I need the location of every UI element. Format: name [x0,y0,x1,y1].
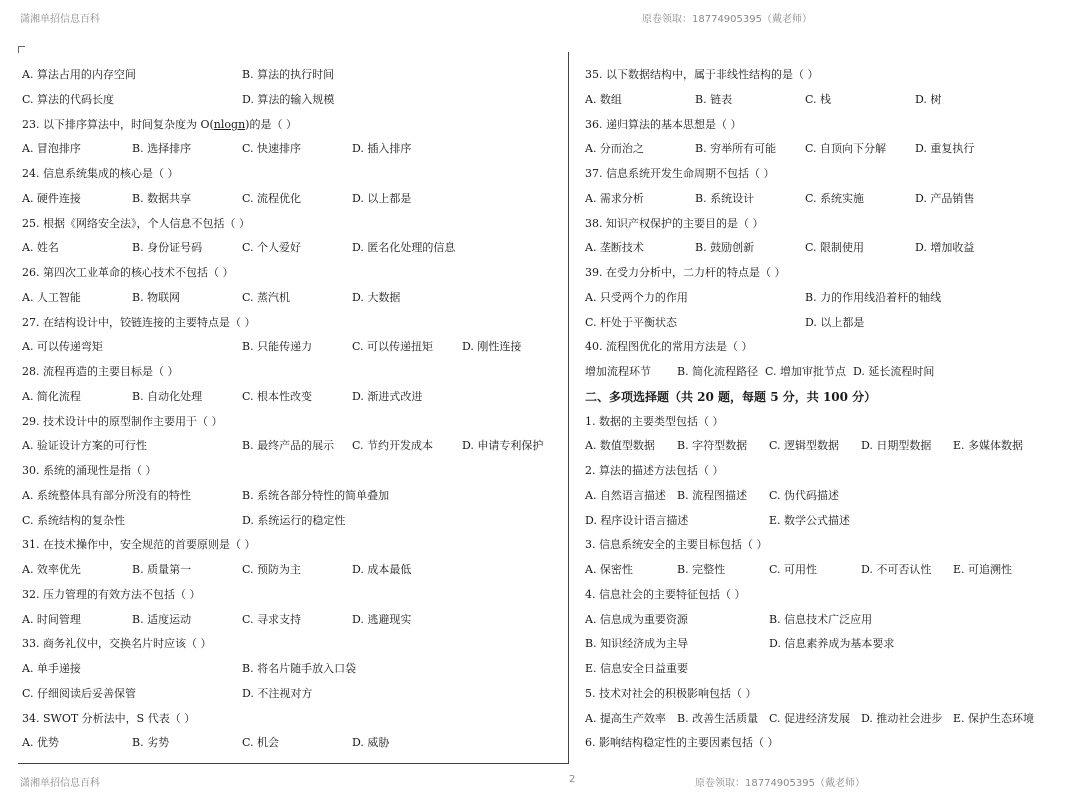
text-line [585,88,1055,113]
text-line [585,162,1055,187]
text-line [585,113,1055,138]
text-line [585,657,1055,682]
option-text: C. 自顶向下分解 [805,142,887,156]
option-text: B. 将名片随手放入口袋 [242,662,357,675]
text-line [22,162,562,187]
question-text: 38. 知识产权保护的主要目的是（ ） [585,216,764,230]
option-text: C. 杆处于平衡状态 [585,315,678,329]
option-text: A. 冒泡排序 [22,142,81,156]
question-text: 27. 在结构设计中，铰链连接的主要特点是（ ） [22,315,256,329]
text-line [585,533,1055,558]
question-text: 6. 影响结构稳定性的主要因素包括（ ） [585,736,779,750]
text-line [585,459,1055,484]
option-text: D. 增加收益 [915,241,975,255]
question-text: 26. 第四次工业革命的核心技术不包括（ ） [22,266,234,279]
option-text: D. 重复执行 [915,142,975,156]
option-text: D. 系统运行的稳定性 [242,513,346,527]
text-line [585,385,1055,410]
text-line [22,632,562,657]
option-text: A. 提高生产效率 [585,711,666,725]
option-text: C. 寻求支持 [242,612,302,626]
option-text: D. 成本最低 [352,563,412,576]
option-text: C. 逻辑型数据 [769,439,840,453]
footer-left: 潇湘单招信息百科 [20,778,100,789]
question-text: 3. 信息系统安全的主要目标包括（ ） [585,538,768,552]
text-line [585,261,1055,286]
text-line [22,113,562,138]
text-line [22,63,562,88]
text-line [22,533,562,558]
option-text: B. 完整性 [677,563,726,576]
option-text: C. 限制使用 [805,241,865,255]
option-text: A. 只受两个力的作用 [585,290,688,304]
option-text: A. 优势 [22,736,59,750]
option-text: C. 流程优化 [242,191,302,205]
text-line [585,335,1055,360]
question-text: 33. 商务礼仪中，交换名片时应该（ ） [22,637,212,651]
text-line [585,286,1055,311]
option-text: C. 增加审批节点 [765,365,847,378]
text-line [22,187,562,212]
option-text: D. 信息素养成为基本要求 [769,637,895,651]
option-text: B. 自动化处理 [132,389,203,403]
text-line [22,236,562,261]
option-text: A. 需求分析 [585,191,644,205]
option-text: A. 时间管理 [22,612,81,626]
question-text: 28. 流程再造的主要目标是（ ） [22,365,179,378]
text-line [22,459,562,484]
option-text: B. 最终产品的展示 [242,439,335,453]
option-text: B. 选择排序 [132,142,192,156]
text-line [22,682,562,707]
text-line [585,212,1055,237]
option-text: A. 人工智能 [22,290,81,304]
option-text: B. 质量第一 [132,563,192,576]
option-text: D. 刚性连接 [462,340,522,354]
text-line [22,385,562,410]
text-line [585,236,1055,261]
text-line [585,410,1055,435]
option-text: A. 验证设计方案的可行性 [22,439,147,453]
text-line [585,558,1055,583]
text-line [22,88,562,113]
option-text: A. 可以传递弯矩 [22,340,103,354]
option-text: B. 链表 [695,92,733,106]
option-text: D. 产品销售 [915,191,975,205]
question-text: 2. 算法的描述方法包括（ ） [585,464,724,477]
question-text: 37. 信息系统开发生命周期不包括（ ） [585,167,775,180]
option-text: C. 根本性改变 [242,389,313,403]
question-text: 34. SWOT 分析法中，S 代表（ ） [22,711,196,725]
option-text: A. 自然语言描述 [585,488,666,502]
question-text: 40. 流程图优化的常用方法是（ ） [585,340,753,354]
left-column [22,63,562,756]
option-text: D. 插入排序 [352,142,412,156]
text-line [585,360,1055,385]
option-text: C. 仔细阅读后妥善保管 [22,686,137,700]
option-text: C. 系统实施 [805,191,865,205]
section-heading: 二、多项选择题（共 20 题，每题 5 分，共 100 分） [585,389,877,404]
option-text: A. 硬件连接 [22,191,81,205]
text-line [22,360,562,385]
question-text: 30. 系统的涌现性是指（ ） [22,464,157,477]
corner-mark [18,46,25,53]
option-text: A. 分而治之 [585,142,644,156]
option-text: E. 保护生态环境 [953,711,1035,725]
option-text: E. 多媒体数据 [953,439,1024,453]
option-text: A. 保密性 [585,563,633,576]
option-text: D. 逃避现实 [352,612,412,626]
option-text: D. 日期型数据 [861,439,932,453]
option-text: B. 流程图描述 [677,488,748,502]
text-line [22,657,562,682]
option-text: D. 不可否认性 [861,563,932,576]
option-text: B. 穷举所有可能 [695,142,777,156]
option-text: A. 单手递接 [22,662,81,675]
option-text: B. 物联网 [132,290,181,304]
option-text: C. 可以传递扭矩 [352,340,434,354]
option-text: D. 算法的输入规模 [242,92,335,106]
question-text: 29. 技术设计中的原型制作主要用于（ ） [22,414,223,428]
option-text: D. 程序设计语言描述 [585,513,689,527]
question-text-part: 23. 以下排序算法中，时间复杂度为 O( [22,117,214,131]
footer-right: 原卷领取：18774905395（戴老师） [695,778,865,789]
option-text: D. 不注视对方 [242,686,313,700]
option-text: D. 渐进式改进 [352,389,423,403]
right-column [585,63,1055,756]
text-line [22,434,562,459]
header-right: 原卷领取：18774905395（戴老师） [642,14,812,25]
option-text: B. 身份证号码 [132,241,203,255]
text-line [22,509,562,534]
formula-text: nlogn [213,117,246,131]
text-line [585,682,1055,707]
text-line [22,583,562,608]
option-text: D. 以上都是 [352,191,412,205]
option-text: C. 伪代码描述 [769,488,840,502]
text-line [22,410,562,435]
text-line [585,583,1055,608]
option-text: A. 垄断技术 [585,241,644,255]
option-text: C. 节约开发成本 [352,439,434,453]
header-left: 潇湘单招信息百科 [20,14,100,25]
option-text: B. 算法的执行时间 [242,68,335,81]
text-line [22,261,562,286]
text-line [22,707,562,732]
text-line [585,187,1055,212]
option-text: A. 系统整体具有部分所没有的特性 [22,488,191,502]
option-text: A. 数组 [585,92,622,106]
option-text: B. 知识经济成为主导 [585,637,689,651]
option-text: D. 延长流程时间 [853,365,935,378]
text-line [585,137,1055,162]
option-text: C. 系统结构的复杂性 [22,513,126,527]
option-text: C. 可用性 [769,563,818,576]
text-line [22,137,562,162]
option-text: A. 效率优先 [22,563,81,576]
question-text: 1. 数据的主要类型包括（ ） [585,414,724,428]
text-line [585,311,1055,336]
option-text: C. 算法的代码长度 [22,92,115,106]
option-text: A. 算法占用的内存空间 [22,68,136,81]
text-line [585,509,1055,534]
option-text: A. 姓名 [22,241,59,255]
option-text: B. 系统各部分特性的简单叠加 [242,488,390,502]
option-text: B. 力的作用线沿着杆的轴线 [805,290,942,304]
option-text: C. 栈 [805,92,832,106]
text-line [585,434,1055,459]
option-text: D. 树 [915,92,942,106]
question-text: 39. 在受力分析中，二力杆的特点是（ ） [585,266,786,279]
option-text: D. 申请专利保护 [462,439,544,453]
option-text: C. 促进经济发展 [769,711,851,725]
option-text: A. 信息成为重要资源 [585,612,688,626]
text-line [585,484,1055,509]
option-text: D. 匿名化处理的信息 [352,241,456,255]
text-line [22,311,562,336]
option-text: C. 快速排序 [242,142,302,156]
text-line [22,731,562,756]
option-text: A. 数值型数据 [585,439,655,453]
question-text [22,113,297,138]
question-text: 24. 信息系统集成的核心是（ ） [22,167,179,180]
option-text: C. 个人爱好 [242,241,302,255]
option-text: B. 信息技术广泛应用 [769,612,873,626]
option-text: E. 数学公式描述 [769,513,851,527]
column-divider [568,52,569,764]
option-text: C. 预防为主 [242,563,302,576]
page-number: 2 [569,774,576,785]
option-text: D. 威胁 [352,736,390,750]
text-line [585,632,1055,657]
option-text: B. 劣势 [132,736,170,750]
text-line [22,558,562,583]
option-text: B. 只能传递力 [242,340,313,354]
option-text: D. 以上都是 [805,315,865,329]
question-text: 35. 以下数据结构中，属于非线性结构的是（ ） [585,68,819,81]
option-text: B. 简化流程路径 [677,365,759,378]
text-line [585,63,1055,88]
text-line [585,608,1055,633]
text-line [22,484,562,509]
question-text: E. 信息安全日益重要 [585,662,689,675]
text-line [585,707,1055,732]
question-text: 5. 技术对社会的积极影响包括（ ） [585,686,757,700]
text-line [22,212,562,237]
option-text: D. 大数据 [352,290,401,304]
question-text: 4. 信息社会的主要特征包括（ ） [585,587,746,601]
bottom-rule [18,763,568,764]
option-text: A. 简化流程 [22,389,81,403]
option-text: 增加流程环节 [585,365,651,378]
question-text: 32. 压力管理的有效方法不包括（ ） [22,587,201,601]
question-text: 36. 递归算法的基本思想是（ ） [585,117,742,131]
text-line [22,335,562,360]
option-text: E. 可追溯性 [953,563,1013,576]
option-text: B. 改善生活质量 [677,711,759,725]
text-line [22,286,562,311]
question-text-part: )的是（ ） [245,117,297,131]
text-line [22,608,562,633]
option-text: B. 鼓励创新 [695,241,755,255]
option-text: B. 字符型数据 [677,439,748,453]
text-line [585,731,1055,756]
question-text: 25. 根据《网络安全法》，个人信息不包括（ ） [22,216,250,230]
option-text: B. 适度运动 [132,612,192,626]
option-text: B. 数据共享 [132,191,192,205]
option-text: C. 蒸汽机 [242,290,291,304]
option-text: B. 系统设计 [695,191,755,205]
option-text: D. 推动社会进步 [861,711,943,725]
question-text: 31. 在技术操作中，安全规范的首要原则是（ ） [22,538,256,552]
option-text: C. 机会 [242,736,280,750]
